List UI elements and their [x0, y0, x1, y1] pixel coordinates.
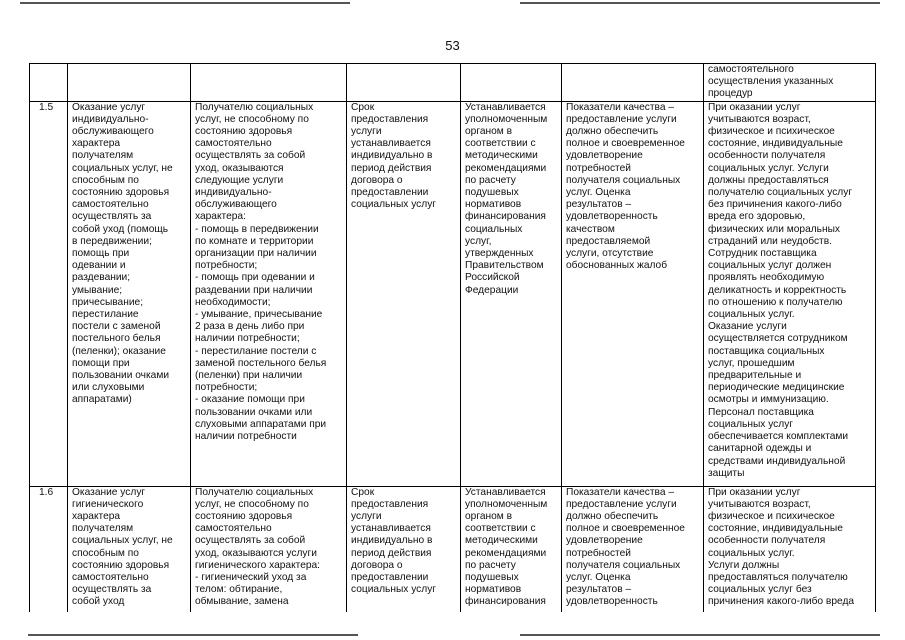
cell-service-content: Получателю социальных услуг, не способному по состоянию здоровья самостоятельно осуществлять за собой уход, оказываются услуги гигиенического характера: - гигиенический уход за телом: обтирание, обмывание, замена [191, 486, 347, 612]
services-table [29, 63, 876, 612]
cell-provision-conditions: самостоятельного осуществления указанных процедур [704, 64, 876, 102]
cell-financing-norm: Устанавливается уполномоченным органом в соответствии с методическими рекомендациями по расчету подушевых нормативов финансирования социальных услуг, утвержденных Правительством Российской Федерации [461, 101, 562, 486]
cell-service-name: Оказание услуг индивидуально- обслуживающего характера получателям социальных услуг, не способным по состоянию здоровья самостоятельно осуществлять за собой уход (помощь в передвижении; помощь при одевании и раздевании; умывание; причесывание; перестилание постели с заменой постельного белья (пеленки); оказание помощи при пользовании очками или слуховыми аппаратами) [68, 101, 191, 486]
cell-financing-norm [461, 64, 562, 102]
cell-provision-conditions: При оказании услуг учитываются возраст, физическое и психическое состояние, индивидуальные особенности получателя социальных услуг. Услуги должны предоставляться получателю социальных услуг без причинения какого-либо вреда [704, 486, 876, 612]
cell-service-content: Получателю социальных услуг, не способному по состоянию здоровья самостоятельно осуществлять за собой уход, оказываются следующие услуги индивидуально- обслуживающего характера: - помощь в передвижении по комнате и территории организации при наличии потребности; - помощь при одевании и раздевании при наличии необходимости; - умывание, причесывание 2 раза в день либо при наличии потребности; - перестилание постели с заменой постельного белья (пеленки) при наличии потребности; - оказание помощи при пользовании очками или слуховыми аппаратами при наличии потребности [191, 101, 347, 486]
table-row-1-6 [30, 486, 876, 612]
table-row-1-5 [30, 101, 876, 486]
table-row-continuation [30, 64, 876, 102]
cell-quality-indicators: Показатели качества – предоставление услуги должно обеспечить полное и своевременное удовлетворение потребностей получателя социальных услуг. Оценка результатов – удовлетворенность качеством предоставляемой услуги, отсутствие обоснованных жалоб [562, 101, 704, 486]
cell-quality-indicators: Показатели качества – предоставление услуги должно обеспечить полное и своевременное удовлетворение потребностей получателя социальных услуг. Оценка результатов – удовлетворенность [562, 486, 704, 612]
cell-number: 1.6 [30, 486, 68, 612]
cell-quality-indicators [562, 64, 704, 102]
cell-service-term [347, 64, 461, 102]
cell-service-term: Срок предоставления услуги устанавливается индивидуально в период действия договора о предоставлении социальных услуг [347, 101, 461, 486]
scan-edge-bottom-left [28, 634, 358, 636]
scan-edge-bottom-right [520, 634, 880, 636]
page-number: 53 [445, 38, 460, 53]
scan-edge-top-right [520, 2, 880, 4]
cell-provision-conditions: При оказании услуг учитываются возраст, физическое и психическое состояние, индивидуальные особенности получателя социальных услуг. Услуги должны предоставляться получателю социальных услуг без причинения какого-либо вреда его здоровью, физических или моральных страданий или неудобств. Сотрудник поставщика социальных услуг должен проявлять необходимую деликатность и корректность по отношению к получателю социальных услуг. Оказание услуги осуществляется сотрудником поставщика социальных услуг, прошедшим предварительные и периодические медицинские осмотры и иммунизацию. Персонал поставщика социальных услуг обеспечивается комплектами санитарной одежды и средствами индивидуальной защиты [704, 101, 876, 486]
cell-service-content [191, 64, 347, 102]
cell-financing-norm: Устанавливается уполномоченным органом в соответствии с методическими рекомендациями по расчету подушевых нормативов финансирования [461, 486, 562, 612]
scan-edge-top-left [20, 2, 350, 4]
cell-service-name [68, 64, 191, 102]
cell-number [30, 64, 68, 102]
cell-service-term: Срок предоставления услуги устанавливается индивидуально в период действия договора о предоставлении социальных услуг [347, 486, 461, 612]
cell-number: 1.5 [30, 101, 68, 486]
cell-service-name: Оказание услуг гигиенического характера получателям социальных услуг, не способным по состоянию здоровья самостоятельно осуществлять за собой уход [68, 486, 191, 612]
